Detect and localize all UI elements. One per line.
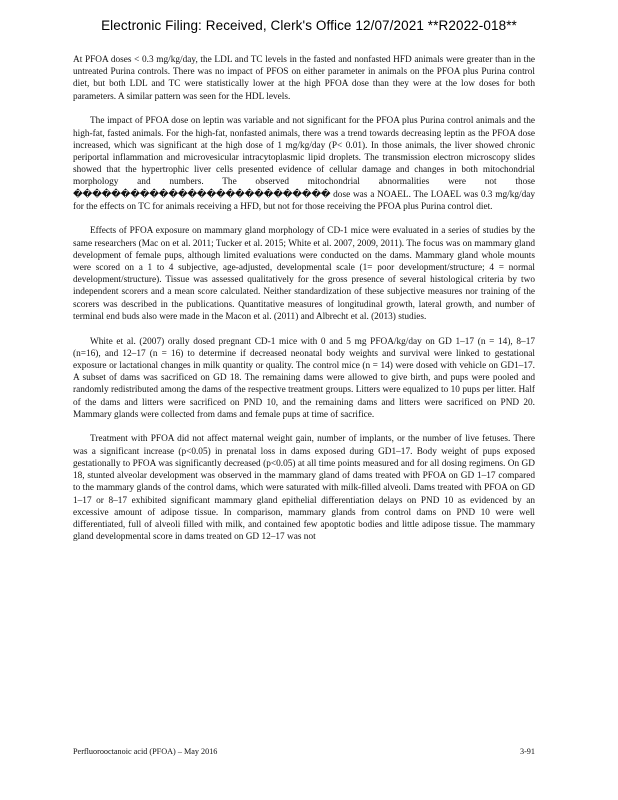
body-paragraph: The impact of PFOA dose on leptin was variable and not significant for the PFOA plus Purina control animals and the high-fat, fasted animals. For the high-fat, nonfasted animals, there was a trend towards decreasing leptin as the PFOA dose increased, which was significant at the high dose of 1 mg/kg/day (P< 0.01). In those animals, the liver showed chronic periportal inflammation and microvesicular intracytoplasmic lipid droplets. The transmission electron microscopy slides showed that the hypertrophic liver cells presented evidence of cellular damage and changes in both mitochondrial morphology and numbers. The observed mitochondrial abnormalities were not those ��������������������������� dose was a NOAEL. The LOAEL was 0.3 mg/kg/day for the effects on TC for animals receiving a HFD, but not for those receiving the PFOA plus Purina control diet.: [73, 116, 535, 212]
body-paragraph: Effects of PFOA exposure on mammary gland morphology of CD-1 mice were evaluated in a series of studies by the same researchers (Mac on et al. 2011; Tucker et al. 2015; White et al. 2007, 2009, 2011). The focus was on mammary gland development of female pups, although limited evaluations were conducted on the dams. Mammary gland whole mounts were scored on a 1 to 4 subjective, age-adjusted, developmental scale (1= poor development/structure; 4 = normal development/structure). Tissue was assessed qualitatively for the gross presence of several histological criteria by two independent scorers and a mean score calculated. Neither standardization of these subjective measures nor training of the scorers was described in the publications. Quantitative measures of longitudinal growth, lateral growth, and number of terminal end buds also were made in the Macon et al. (2011) and Albrecht et al. (2013) studies.: [73, 226, 535, 322]
body-paragraph: Treatment with PFOA did not affect maternal weight gain, number of implants, or the number of live fetuses. There was a significant increase (p<0.05) in prenatal loss in dams exposed during GD1–17. Body weight of pups exposed gestationally to PFOA was significantly decreased (p<0.05) at all time points measured and for all dosing regimens. On GD 18, stunted alveolar development was observed in the mammary gland of dams treated with PFOA on GD 1–17 compared to the mammary glands of the control dams, which were saturated with milk-filled alveoli. Dams treated with PFOA on GD 1–17 or 8–17 exhibited significant mammary gland epithelial differentiation delays on PND 10 as evidenced by an excessive amount of adipose tissue. In comparison, mammary glands from control dams on PND 10 were well differentiated, full of alveoli filled with milk, and contained few apoptotic bodies and little adipose tissue. The mammary gland developmental score in dams treated on GD 12–17 was not: [73, 434, 535, 543]
body-paragraph: At PFOA doses < 0.3 mg/kg/day, the LDL and TC levels in the fasted and nonfasted HFD animals were greater than in the untreated Purina controls. There was no impact of PFOS on either parameter in animals on the PFOA plus Purina control diet, but both LDL and TC were statistically lower at the high PFOA dose than they were at the low doses for both parameters. A similar pattern was seen for the HDL levels.: [73, 55, 535, 102]
footer-document-title: Perfluorooctanoic acid (PFOA) – May 2016: [73, 747, 218, 756]
body-paragraph: White et al. (2007) orally dosed pregnant CD-1 mice with 0 and 5 mg PFOA/kg/day on GD 1–17 (n = 14), 8–17 (n=16), and 12–17 (n = 16) to determine if decreased neonatal body weights and survival were linked to gestational exposure or lactational changes in milk quantity or quality. The control mice (n = 14) were dosed with vehicle on GD1–17. A subset of dams was sacrificed on GD 18. The remaining dams were allowed to give birth, and pups were pooled and randomly redistributed among the dams of the respective treatment groups. Litters were equalized to 10 pups per litter. Half of the dams and litters were sacrificed on PND 10, and the remaining dams and litters were sacrificed on PND 20. Mammary glands were collected from dams and female pups at time of sacrifice.: [73, 336, 535, 420]
filing-stamp-header: Electronic Filing: Received, Clerk's Office 12/07/2021 **R2022-018**: [101, 18, 517, 33]
document-body: [73, 54, 535, 556]
footer-page-number: 3-91: [519, 747, 535, 756]
